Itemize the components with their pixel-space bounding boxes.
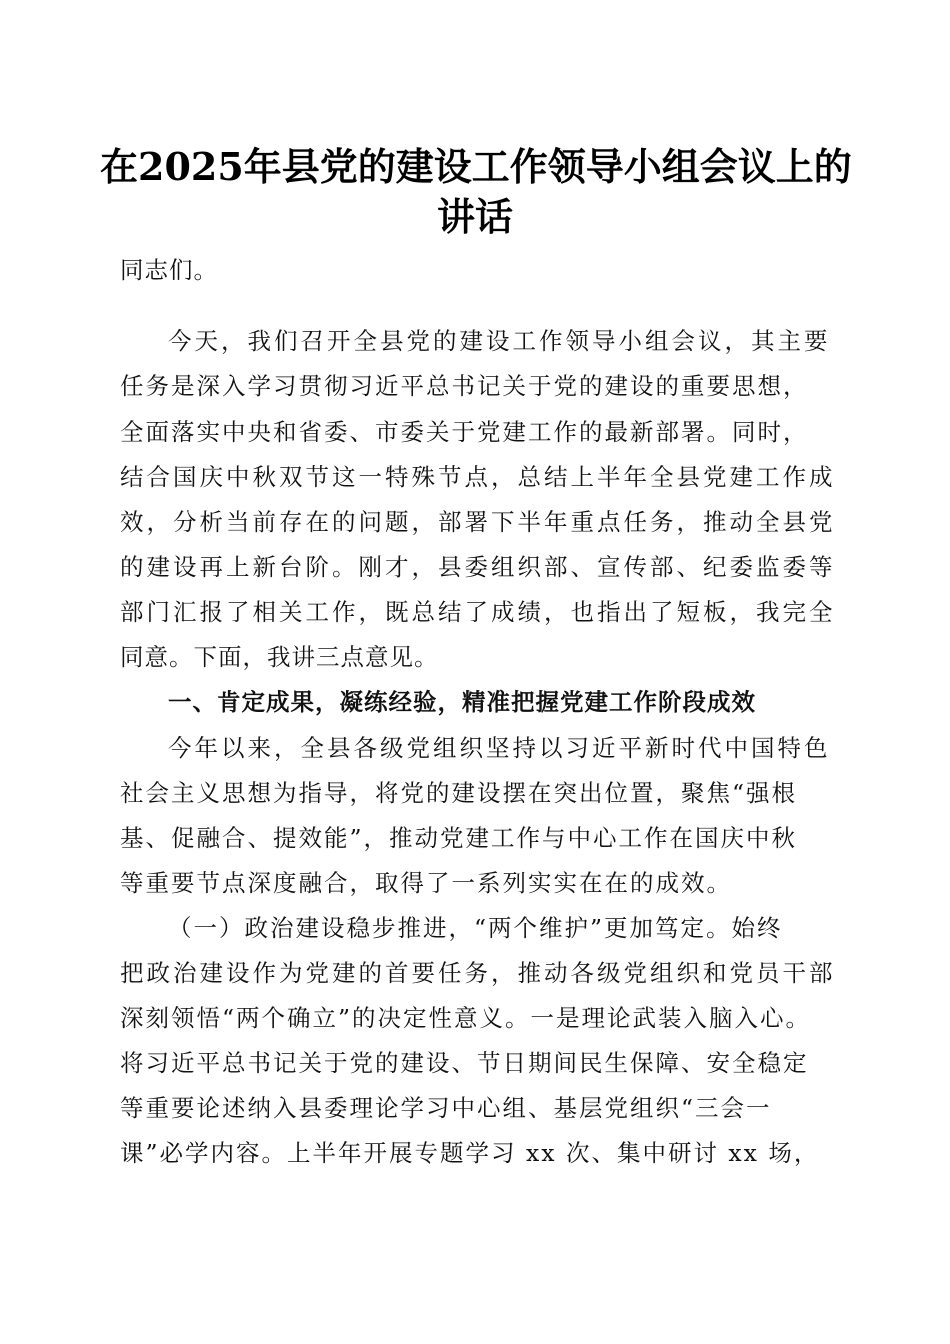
paragraph-1-line-8: 同意。下面，我讲三点意见。 [120,643,439,671]
paragraph-2-line-4: 等重要节点深度融合，取得了一系列实实在在的成效。 [120,869,732,897]
section-heading-1: 一、肯定成果，凝练经验，精准把握党建工作阶段成效 [168,688,756,716]
paragraph-1-line-1: 今天，我们召开全县党的建设工作领导小组会议，其主要 [168,327,831,355]
paragraph-3-line-6: 课”必学内容。上半年开展专题学习 xx 次、集中研讨 xx 场， [120,1139,820,1167]
document-title-line-2: 讲话 [436,194,513,239]
paragraph-3-line-3: 深刻领悟“两个确立”的决定性意义。一是理论武装入脑入心。 [120,1004,812,1032]
paragraph-1-line-5: 效，分析当前存在的问题，部署下半年重点任务，推动全县党 [120,508,836,536]
paragraph-2-line-3: 基、促融合、提效能”，推动党建工作与中心工作在国庆中秋 [120,824,798,852]
paragraph-1-line-7: 部门汇报了相关工作，既总结了成绩，也指出了短板，我完全 [120,598,836,626]
paragraph-3-line-1: （一）政治建设稳步推进，“两个维护”更加笃定。始终 [168,914,783,942]
paragraph-3-line-4: 将习近平总书记关于党的建设、节日期间民生保障、安全稳定 [120,1049,809,1077]
paragraph-3-line-2: 把政治建设作为党建的首要任务，推动各级党组织和党员干部 [120,959,836,987]
document-title-line-1: 在2025年县党的建设工作领导小组会议上的 [100,144,852,189]
paragraph-2-line-2: 社会主义思想为指导，将党的建设摆在突出位置，聚焦“强根 [120,779,798,807]
paragraph-1-line-2: 任务是深入学习贯彻习近平总书记关于党的建设的重要思想， [120,372,809,400]
salutation: 同志们。 [120,256,218,284]
paragraph-3-line-5: 等重要论述纳入县委理论学习中心组、基层党组织“三会一 [120,1094,772,1122]
paragraph-1-line-3: 全面落实中央和省委、市委关于党建工作的最新部署。同时， [120,418,809,446]
paragraph-1-line-6: 的建设再上新台阶。刚才，县委组织部、宣传部、纪委监委等 [120,553,836,581]
paragraph-1-line-4: 结合国庆中秋双节这一特殊节点，总结上半年全县党建工作成 [120,463,836,491]
paragraph-2-line-1: 今年以来，全县各级党组织坚持以习近平新时代中国特色 [168,734,831,762]
